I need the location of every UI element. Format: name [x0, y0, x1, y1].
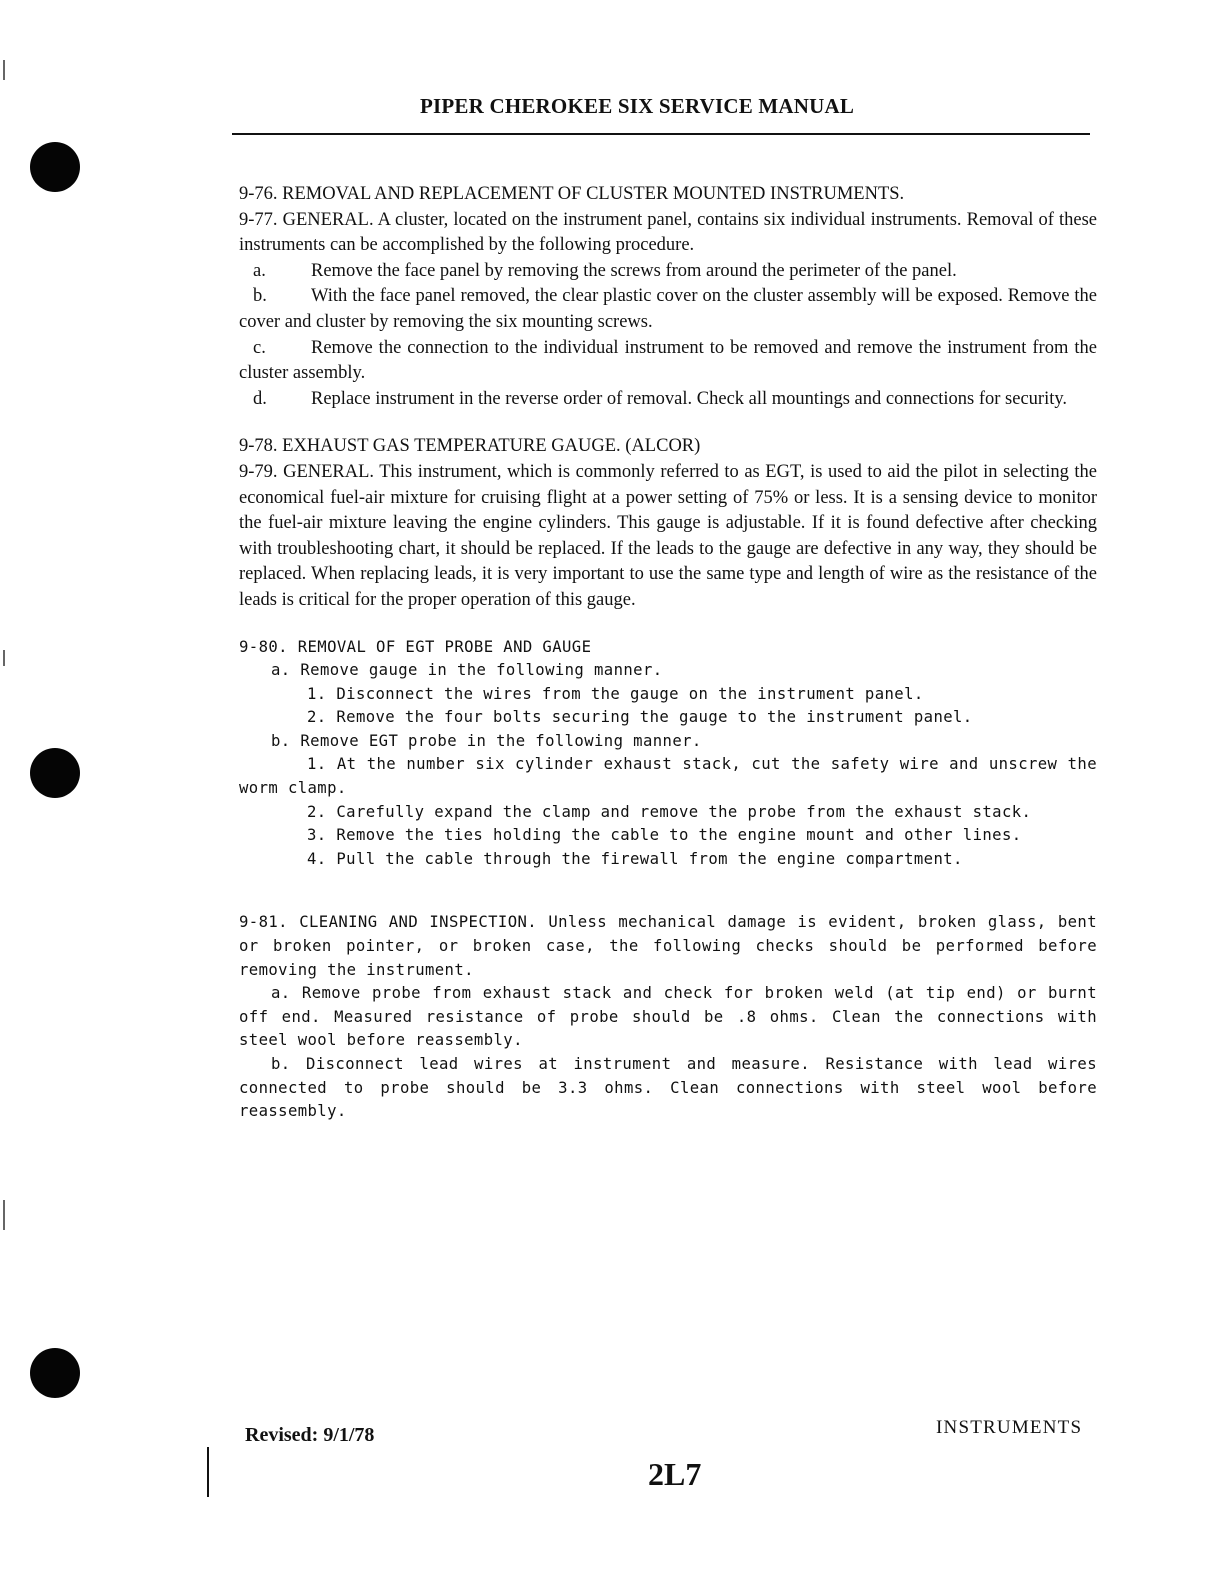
section-9-80-step-a1: 1. Disconnect the wires from the gauge on the instrument panel.	[307, 684, 924, 703]
section-9-77-step-b	[239, 284, 1097, 335]
section-9-80	[239, 636, 1097, 872]
page-number: 2L7	[648, 1456, 702, 1492]
page-header: PIPER CHEROKEE SIX SERVICE MANUAL	[420, 94, 855, 118]
section-9-81-step-a: a. Remove probe from exhaust stack and check for broken weld (at tip end) or burnt off end. Measured resistance of probe should be .8 ohms. Clean the connections with steel wool before reassembly.	[239, 984, 1097, 1050]
revision-bar	[207, 1447, 209, 1497]
section-heading-9-76: 9-76. REMOVAL AND REPLACEMENT OF CLUSTER MOUNTED INSTRUMENTS.	[239, 184, 905, 204]
section-9-81-intro: 9-81. CLEANING AND INSPECTION. Unless mechanical damage is evident, broken glass, bent or broken pointer, or broken case, the following checks should be performed before removing the instrument.	[239, 913, 1097, 979]
scan-mark	[3, 650, 5, 666]
section-9-80-step-b1: 1. At the number six cylinder exhaust stack, cut the safety wire and unscrew the worm clamp.	[239, 755, 1097, 798]
step-label: d.	[253, 388, 267, 409]
step-text: With the face panel removed, the clear plastic cover on the cluster assembly will be exposed. Remove the cover and cluster by removing the six mounting screws.	[239, 286, 1097, 332]
section-9-80-step-a: a. Remove gauge in the following manner.	[271, 661, 663, 680]
section-9-81-step-b: b. Disconnect lead wires at instrument and measure. Resistance with lead wires connected to probe should be 3.3 ohms. Clean connections with steel wool before reassembly.	[239, 1055, 1097, 1121]
section-heading-9-80: 9-80. REMOVAL OF EGT PROBE AND GAUGE	[239, 637, 592, 656]
section-9-80-step-b: b. Remove EGT probe in the following manner.	[271, 731, 702, 750]
binder-hole-middle	[30, 748, 80, 798]
scan-mark	[3, 1200, 5, 1230]
step-text: Replace instrument in the reverse order of removal. Check all mountings and connections for security.	[311, 388, 1068, 409]
step-label: a.	[253, 260, 266, 281]
section-9-77-step-c	[239, 336, 1097, 387]
header-rule	[232, 133, 1090, 135]
section-9-80-step-b3: 3. Remove the ties holding the cable to the engine mount and other lines.	[307, 826, 1022, 845]
section-9-80-step-a2: 2. Remove the four bolts securing the gauge to the instrument panel.	[307, 708, 973, 727]
section-9-81	[239, 911, 1097, 1123]
step-label: c.	[253, 337, 266, 358]
section-9-79-body: 9-79. GENERAL. This instrument, which is commonly referred to as EGT, is used to aid the pilot in selecting the economical fuel-air mixture for cruising flight at a power setting of 75% or less. It is a sensing device to monitor the fuel-air mixture leaving the engine cylinders. This gauge is adjustable. If it is found defective after checking with troubleshooting chart, it should be replaced. If the leads to the gauge are defective in any way, they should be replaced. When replacing leads, it is very important to use the same type and length of wire as the resistance of the leads is critical for the proper operation of this gauge.	[239, 461, 1097, 610]
section-9-77-step-d	[239, 387, 1097, 413]
section-9-77-step-a	[239, 259, 1097, 285]
step-text: Remove the face panel by removing the screws from around the perimeter of the panel.	[311, 260, 957, 281]
revision-date: Revised: 9/1/78	[245, 1424, 375, 1446]
scan-mark	[3, 60, 5, 80]
page-content	[239, 182, 1097, 1124]
step-text: Remove the connection to the individual instrument to be removed and remove the instrument from the cluster assembly.	[239, 337, 1097, 384]
chapter-name: INSTRUMENTS	[936, 1417, 1083, 1438]
section-9-80-step-b4: 4. Pull the cable through the firewall from the engine compartment.	[307, 849, 963, 868]
binder-hole-top	[30, 142, 80, 192]
step-label: b.	[253, 286, 267, 307]
section-heading-9-78: 9-78. EXHAUST GAS TEMPERATURE GAUGE. (ALCOR)	[239, 436, 701, 457]
section-9-77-intro: 9-77. GENERAL. A cluster, located on the instrument panel, contains six individual instruments. Removal of these instruments can be accomplished by the following procedure.	[239, 209, 1097, 256]
binder-hole-bottom	[30, 1348, 80, 1398]
section-9-80-step-b2: 2. Carefully expand the clamp and remove the probe from the exhaust stack.	[307, 802, 1032, 821]
